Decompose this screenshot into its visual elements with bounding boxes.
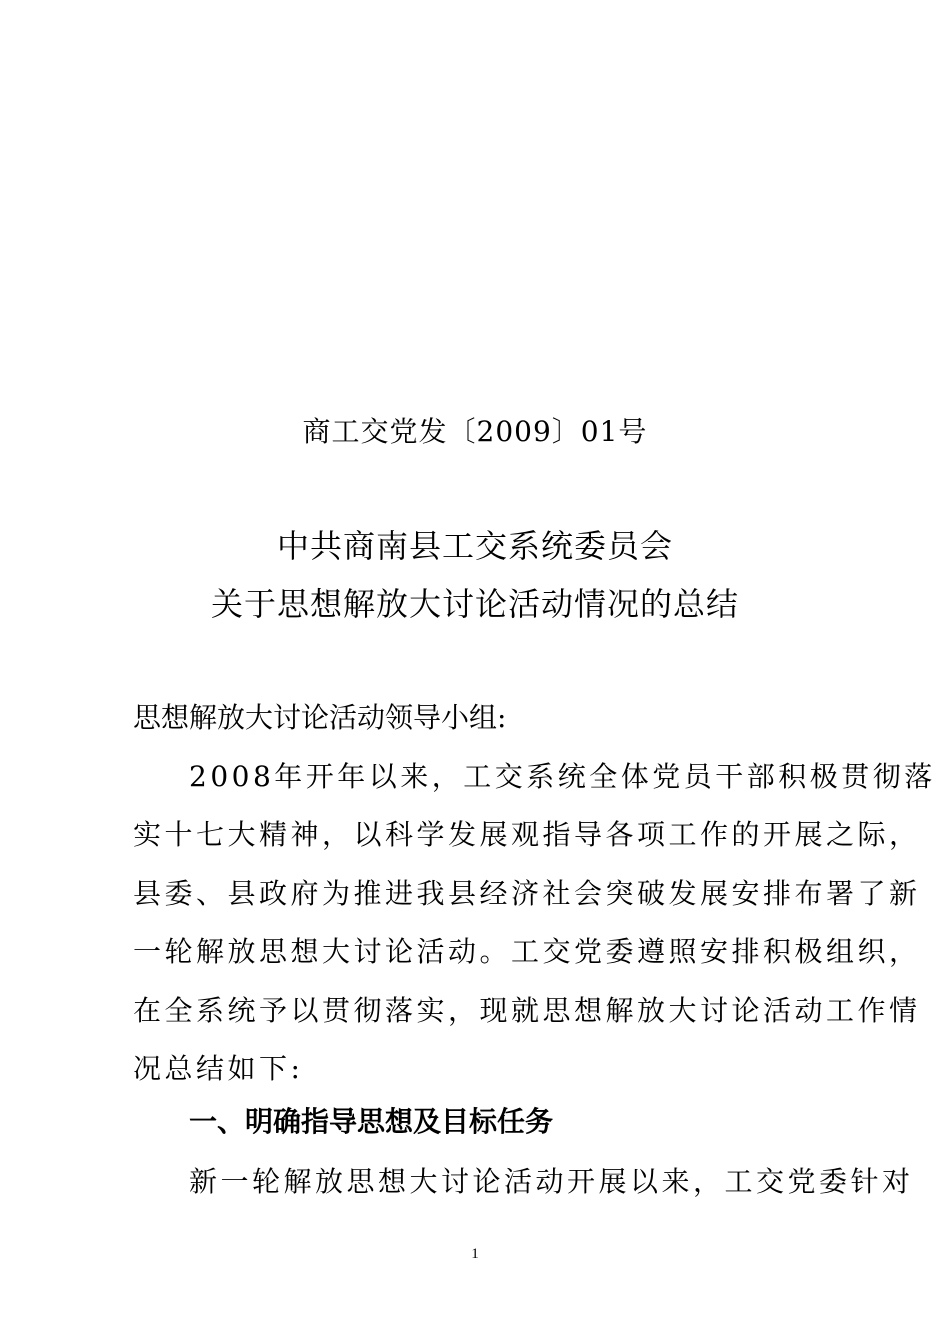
salutation: 思想解放大讨论活动领导小组: <box>133 701 507 734</box>
body-paragraph-line: 况总结如下: <box>133 1052 304 1085</box>
section-paragraph-line: 新一轮解放思想大讨论活动开展以来，工交党委针对 <box>189 1165 914 1198</box>
body-paragraph-line: 在全系统予以贯彻落实，现就思想解放大讨论活动工作情 <box>133 994 921 1027</box>
body-paragraph-line: 2008年开年以来，工交系统全体党员干部积极贯彻落 <box>189 760 936 793</box>
document-number: 商工交党发〔2009〕01号 <box>302 415 648 448</box>
body-paragraph-line: 一轮解放思想大讨论活动。工交党委遵照安排积极组织， <box>133 935 921 968</box>
page-number: 1 <box>471 1246 479 1262</box>
section-heading: 一、明确指导思想及目标任务 <box>189 1105 554 1138</box>
document-title-line-1: 中共商南县工交系统委员会 <box>276 527 673 565</box>
body-paragraph-line: 县委、县政府为推进我县经济社会突破发展安排布署了新 <box>133 877 921 910</box>
body-paragraph-line: 实十七大精神，以科学发展观指导各项工作的开展之际， <box>133 818 921 851</box>
document-title-line-2: 关于思想解放大讨论活动情况的总结 <box>210 585 739 623</box>
